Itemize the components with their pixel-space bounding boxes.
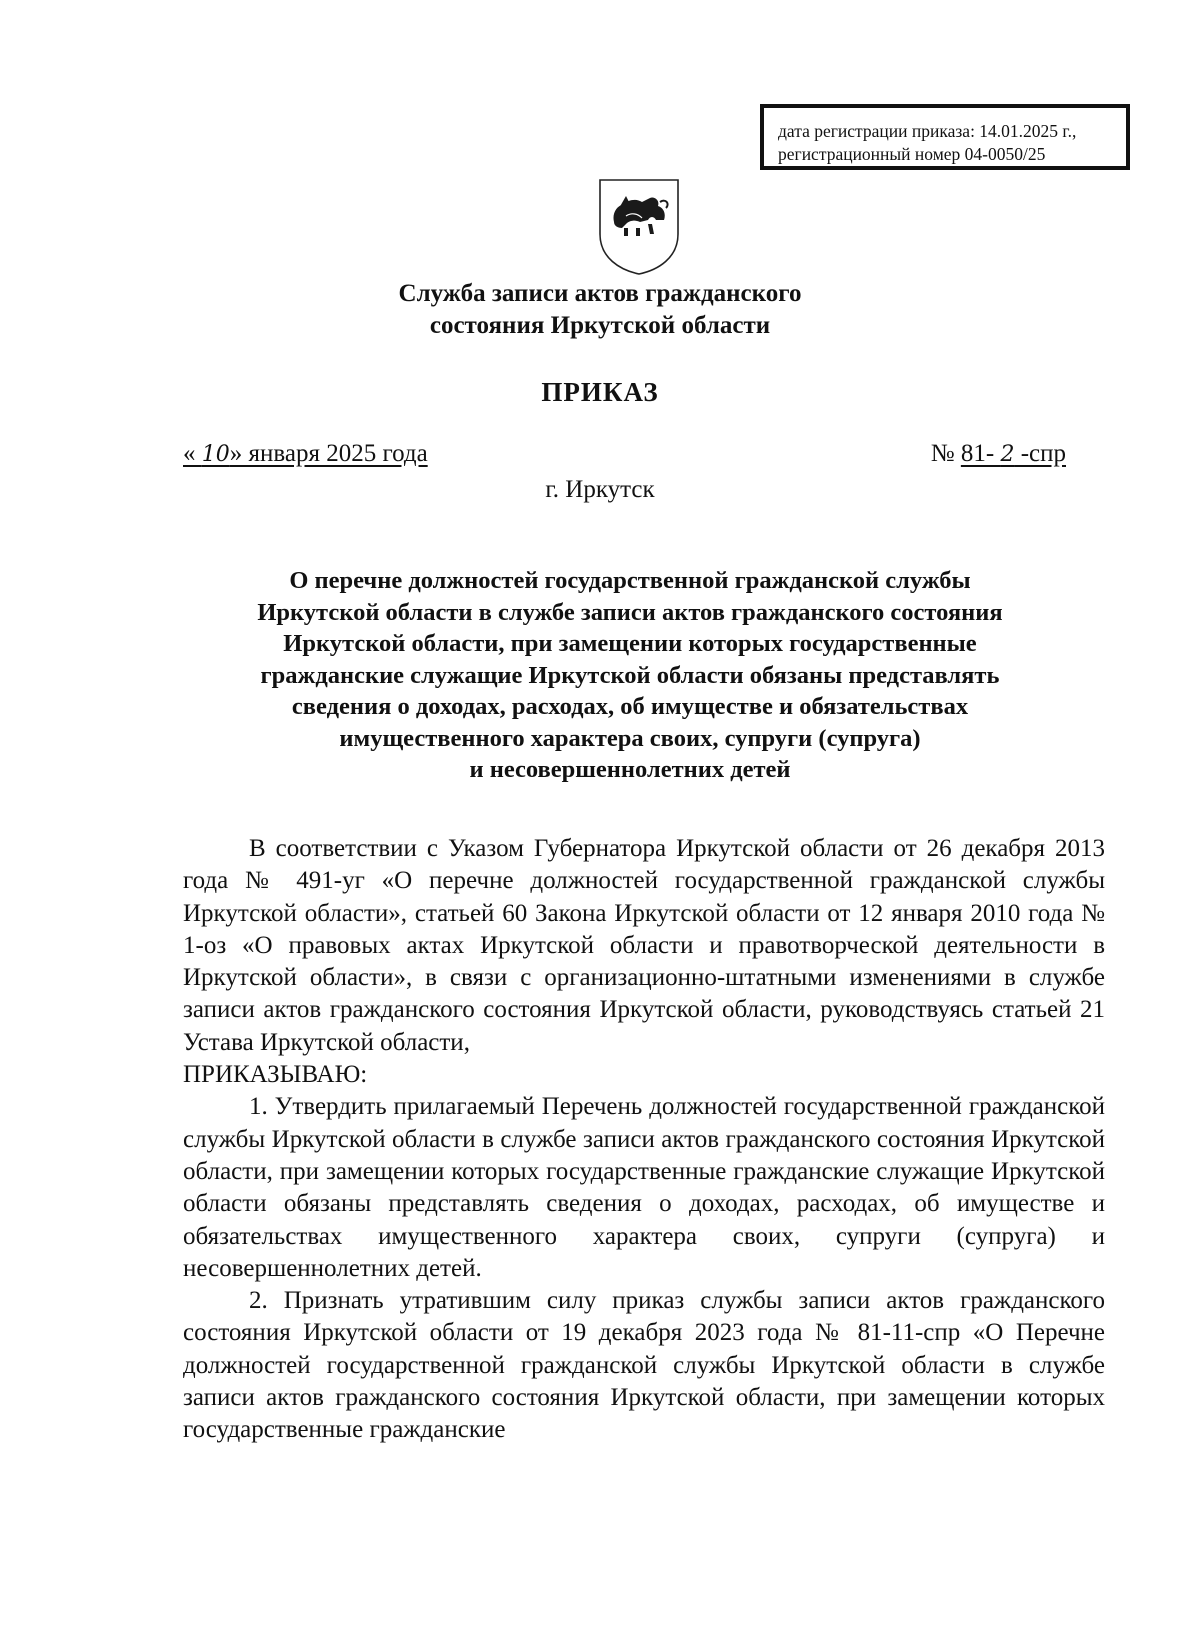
subject-line: гражданские служащие Иркутской области обязаны представлять <box>260 661 1000 689</box>
organization-title <box>0 278 1200 342</box>
irkutsk-coat-of-arms-icon <box>596 176 682 276</box>
subject-line: сведения о доходах, расходах, об имуществе и обязательствах <box>291 693 969 720</box>
subject-line: Иркутской области, при замещении которых государственные <box>283 630 977 657</box>
order-item-2: 2. Признать утратившим силу приказ службы записи актов гражданского состояния Иркутской области от 19 декабря 2023 года № 81-11-спр «О Перечне должностей государственной гражданской службы Иркутской области в службе записи актов гражданского состояния Иркутской области, при замещении которых государственные гражданские <box>183 1287 1105 1444</box>
order-item-1: 1. Утвердить прилагаемый Перечень должностей государственной гражданской службы Иркутской области в службе записи актов гражданского состояния Иркутской области, при замещении которых государственные гражданские служащие Иркутской области обязаны представлять сведения о доходах, расходах, об имуществе и обязательствах имущественного характера своих, супруги (супруга) и несовершеннолетних детей. <box>183 1093 1105 1282</box>
order-number-part3: -спр <box>1014 440 1066 467</box>
order-number-prefix: № <box>930 440 961 467</box>
registration-stamp <box>760 104 1130 170</box>
document-type: ПРИКАЗ <box>541 377 659 407</box>
preamble-paragraph: В соответствии с Указом Губернатора Иркутской области от 26 декабря 2013 года № 491-уг «О перечне должностей государственной гражданской службы Иркутской области», статьей 60 Закона Иркутской области от 12 января 2010 года № 1-оз «О правовых актах Иркутской области и правотворческой деятельности в Иркутской области», в связи с организационно-штатными изменениями в службе записи актов гражданского состояния Иркутской области, руководствуясь статьей 21 Устава Иркутской области, <box>183 835 1105 1056</box>
order-date-day: 10 <box>201 442 230 467</box>
order-word: ПРИКАЗЫВАЮ: <box>183 1061 368 1089</box>
order-number-part1: 81- <box>960 440 1001 467</box>
order-date-open: « <box>183 440 202 467</box>
subject-line: имущественного характера своих, супруги (супруга) <box>339 724 921 752</box>
order-number <box>931 440 1066 468</box>
organization-title-line-2: состояния Иркутской области <box>429 312 771 339</box>
registration-number-line: регистрационный номер 04-0050/25 <box>778 144 1046 164</box>
order-subject <box>180 565 1080 786</box>
order-city: г. Иркутск <box>545 476 655 503</box>
order-number-part2: 2 <box>1000 442 1015 467</box>
registration-date-line: дата регистрации приказа: 14.01.2025 г., <box>778 121 1077 141</box>
subject-line: О перечне должностей государственной гражданской службы <box>289 567 971 594</box>
organization-title-line-1: Служба записи актов гражданского <box>398 280 802 307</box>
order-date-rest: » января 2025 года <box>229 440 428 467</box>
order-number-value <box>961 440 1066 467</box>
subject-line: Иркутской области в службе записи актов гражданского состояния <box>257 598 1003 626</box>
order-body <box>183 833 1105 1447</box>
order-date <box>183 440 428 468</box>
subject-line: и несовершеннолетних детей <box>469 756 791 783</box>
